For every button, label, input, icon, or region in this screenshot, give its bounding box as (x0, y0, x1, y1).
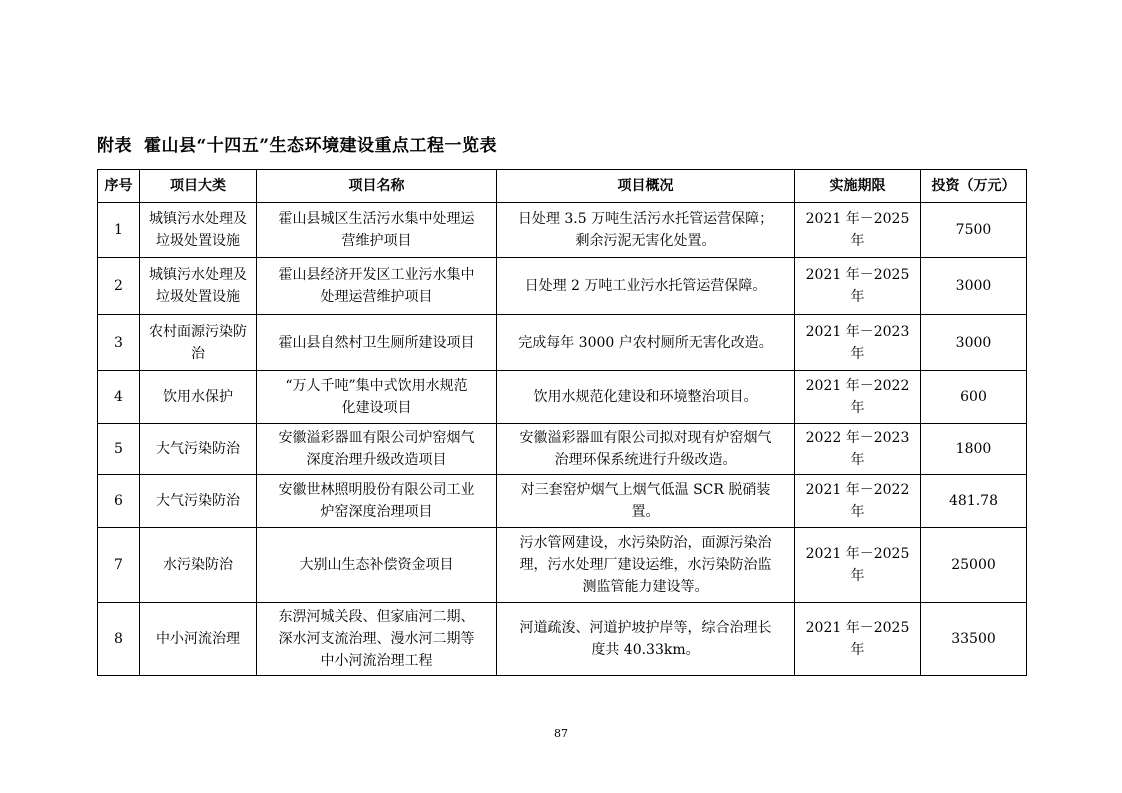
cell-investment: 25000 (921, 528, 1027, 603)
cell-project-name-line: 炉窑深度治理项目 (320, 504, 433, 520)
cell-category (140, 528, 257, 603)
cell-category-line: 水污染防治 (163, 557, 233, 573)
cell-category (140, 203, 257, 258)
cell-project-name-line: 安徽溢彩器皿有限公司炉窑烟气 (278, 430, 475, 446)
header-overview: 项目概况 (497, 170, 795, 203)
cell-project-name-line: 霍山县城区生活污水集中处理运 (278, 211, 475, 227)
cell-overview-line: 对三套窑炉烟气上烟气低温 SCR 脱硝装 (520, 482, 771, 498)
cell-period: 2021 年－2022 年 (795, 475, 921, 528)
cell-investment: 1800 (921, 424, 1027, 475)
cell-category-line: 中小河流治理 (156, 631, 240, 647)
cell-project-name (257, 603, 497, 676)
cell-project-name-line: 化建设项目 (341, 400, 412, 416)
cell-overview-line: 饮用水规范化建设和环境整治项目。 (533, 389, 758, 405)
cell-overview-line: 完成每年 3000 户农村厕所无害化改造。 (518, 334, 773, 351)
cell-category-line: 城镇污水处理及 (149, 211, 247, 227)
cell-project-name-line: 安徽世林照明股份有限公司工业 (278, 482, 475, 498)
cell-project-name-line: 大别山生态补偿资金项目 (299, 557, 454, 573)
cell-period: 2022 年－2023 年 (795, 424, 921, 475)
header-period: 实施期限 (795, 170, 921, 203)
cell-period: 2021 年－2025 年 (795, 203, 921, 258)
cell-project-name-line: 霍山县自然村卫生厕所建设项目 (278, 334, 475, 351)
table-row (98, 258, 1027, 315)
table-row (98, 315, 1027, 371)
cell-overview-line: 剩余污泥无害化处置。 (575, 233, 716, 249)
cell-project-name (257, 315, 497, 371)
page-number: 87 (554, 727, 568, 740)
cell-project-name (257, 203, 497, 258)
cell-category-line: 大气污染防治 (156, 441, 240, 457)
cell-project-name-line: 处理运营维护项目 (320, 289, 433, 305)
cell-project-name-line: 东淠河城关段、但家庙河二期、 (278, 609, 475, 625)
cell-overview (497, 603, 795, 676)
cell-investment: 3000 (921, 315, 1027, 371)
header-project-name: 项目名称 (257, 170, 497, 203)
cell-overview-line: 安徽溢彩器皿有限公司拟对现有炉窑烟气 (519, 430, 772, 446)
cell-index: 2 (98, 258, 140, 315)
cell-index: 6 (98, 475, 140, 528)
cell-category-line: 饮用水保护 (163, 389, 233, 405)
project-table (97, 169, 1027, 676)
cell-investment: 481.78 (921, 475, 1027, 528)
cell-overview-line: 测监管能力建设等。 (582, 579, 709, 595)
cell-investment: 600 (921, 371, 1027, 424)
cell-index: 7 (98, 528, 140, 603)
cell-index: 1 (98, 203, 140, 258)
header-index: 序号 (98, 170, 140, 203)
cell-project-name-line: “万人千吨”集中式饮用水规范 (285, 378, 468, 394)
cell-period: 2021 年－2025 年 (795, 528, 921, 603)
cell-category (140, 371, 257, 424)
cell-overview-line: 日处理 2 万吨工业污水托管运营保障。 (524, 278, 767, 294)
cell-category-line: 垃圾处置设施 (156, 233, 240, 249)
cell-category (140, 424, 257, 475)
cell-project-name-line: 深度治理升级改造项目 (306, 452, 447, 468)
cell-overview (497, 315, 795, 371)
cell-overview (497, 258, 795, 315)
title-prefix: 附表 (97, 136, 132, 156)
cell-overview-line: 治理环保系统进行升级改造。 (554, 452, 737, 468)
cell-project-name (257, 424, 497, 475)
cell-index: 3 (98, 315, 140, 371)
cell-project-name (257, 528, 497, 603)
cell-index: 8 (98, 603, 140, 676)
table-row (98, 203, 1027, 258)
cell-category (140, 315, 257, 371)
cell-project-name-line: 中小河流治理工程 (320, 653, 433, 669)
table-row (98, 475, 1027, 528)
cell-overview-line: 度共 40.33km。 (591, 642, 700, 658)
cell-project-name-line: 霍山县经济开发区工业污水集中 (278, 267, 475, 283)
cell-index: 5 (98, 424, 140, 475)
cell-category-line: 大气污染防治 (156, 493, 240, 509)
cell-overview-line: 河道疏浚、河道护坡护岸等，综合治理长 (519, 620, 772, 636)
cell-category (140, 475, 257, 528)
cell-project-name-line: 营维护项目 (341, 233, 412, 249)
cell-category-line: 垃圾处置设施 (156, 289, 240, 305)
cell-project-name (257, 475, 497, 528)
cell-overview (497, 475, 795, 528)
cell-overview-line: 置。 (631, 504, 660, 520)
cell-period: 2021 年－2022 年 (795, 371, 921, 424)
header-investment: 投资（万元） (921, 170, 1027, 203)
table-body (98, 203, 1027, 676)
cell-category-line: 治 (191, 345, 205, 362)
cell-period: 2021 年－2025 年 (795, 258, 921, 315)
cell-category-line: 农村面源污染防 (149, 323, 247, 340)
cell-overview-line: 日处理 3.5 万吨生活污水托管运营保障； (517, 211, 774, 227)
table-row (98, 424, 1027, 475)
cell-category (140, 603, 257, 676)
cell-category (140, 258, 257, 315)
table-row (98, 371, 1027, 424)
cell-overview (497, 203, 795, 258)
header-category: 项目大类 (140, 170, 257, 203)
cell-period: 2021 年－2023 年 (795, 315, 921, 371)
cell-period: 2021 年－2025 年 (795, 603, 921, 676)
cell-investment: 33500 (921, 603, 1027, 676)
cell-project-name (257, 258, 497, 315)
cell-project-name (257, 371, 497, 424)
cell-overview (497, 371, 795, 424)
cell-project-name-line: 深水河支流治理、漫水河二期等 (278, 631, 475, 647)
cell-investment: 7500 (921, 203, 1027, 258)
cell-category-line: 城镇污水处理及 (149, 267, 247, 283)
cell-overview-line: 理，污水处理厂建设运维，水污染防治监 (519, 557, 772, 573)
table-row (98, 603, 1027, 676)
cell-overview-line: 污水管网建设，水污染防治，面源污染治 (519, 535, 772, 551)
title-main: 霍山县“十四五”生态环境建设重点工程一览表 (144, 136, 498, 156)
cell-investment: 3000 (921, 258, 1027, 315)
header-row (98, 170, 1027, 203)
cell-overview (497, 528, 795, 603)
cell-overview (497, 424, 795, 475)
page-title (97, 131, 497, 156)
table-row (98, 528, 1027, 603)
cell-index: 4 (98, 371, 140, 424)
